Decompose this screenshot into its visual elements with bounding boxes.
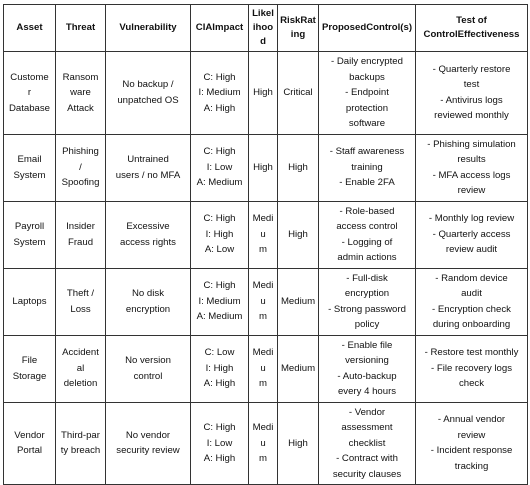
risk-assessment-table <box>3 4 528 485</box>
column-header-cia-impact <box>191 5 249 52</box>
asset-cell <box>4 402 56 485</box>
table-body <box>4 52 528 485</box>
cell-text-line: encryption <box>344 288 390 299</box>
cell-text-line: Fraud <box>67 236 94 248</box>
column-header-threat <box>56 5 106 52</box>
cell-text-line: - Contract with <box>336 453 398 464</box>
cell-text-line: Laptops <box>12 295 47 307</box>
cell-text-line: - Full-disk <box>346 272 388 284</box>
table-row <box>4 402 528 485</box>
vulnerability-cell <box>106 402 191 485</box>
risk-rating-cell <box>278 402 319 485</box>
cell-text-line: versioning <box>345 355 389 366</box>
controls-cell <box>319 52 416 135</box>
cell-text-line: users / no MFA <box>115 169 181 181</box>
cell-text-line: results <box>457 154 486 165</box>
column-header-likelihood <box>249 5 278 52</box>
column-header-line: Rating <box>290 15 316 40</box>
vulnerability-cell <box>106 201 191 268</box>
cell-text-line: Untrained <box>127 154 169 165</box>
cell-text-line: A: High <box>203 378 236 390</box>
asset-cell <box>4 134 56 201</box>
cell-text-line: Mediu <box>252 213 274 240</box>
column-header-line: Control(s) <box>366 22 413 33</box>
cell-text-line: every 4 hours <box>337 386 397 397</box>
cell-text-line: - MFA access logs <box>432 169 511 181</box>
cell-text-line: Database <box>8 102 51 114</box>
test-effectiveness-cell <box>416 268 528 335</box>
cell-text-line: Theft / <box>66 288 95 299</box>
cell-text-line: File <box>21 355 38 366</box>
cia-impact-cell <box>191 402 249 485</box>
likelihood-cell <box>249 402 278 485</box>
column-header-line: Vulnerability <box>119 22 177 33</box>
cell-text-line: High <box>253 87 273 98</box>
threat-cell <box>56 335 106 402</box>
cell-text-line: High <box>288 228 308 240</box>
header-row <box>4 5 528 52</box>
cell-text-line: admin actions <box>337 252 397 263</box>
cell-text-line: unpatched OS <box>117 94 179 106</box>
column-header-line: Threat <box>65 22 96 33</box>
risk-rating-cell <box>278 201 319 268</box>
cell-text-line: C: High <box>203 280 236 292</box>
cell-text-line: Mediu <box>252 280 274 307</box>
cell-text-line: Spoofing <box>61 177 100 189</box>
risk-rating-cell <box>278 52 319 135</box>
cell-text-line: C: High <box>203 422 236 433</box>
cell-text-line: No disk <box>132 288 164 299</box>
cell-text-line: - Quarterly access <box>432 228 511 240</box>
controls-cell <box>319 268 416 335</box>
risk-rating-cell <box>278 335 319 402</box>
cell-text-line: I: Medium <box>198 87 241 98</box>
controls-cell <box>319 335 416 402</box>
cell-text-line: / <box>79 161 82 173</box>
cell-text-line: - Vendor <box>348 406 386 418</box>
cia-impact-cell <box>191 52 249 135</box>
cell-text-line: m <box>259 244 267 256</box>
cell-text-line: Accident <box>62 347 99 359</box>
cell-text-line: review audit <box>445 244 498 256</box>
cell-text-line: access control <box>336 221 398 232</box>
cell-text-line: - Incident response <box>430 445 513 457</box>
cell-text-line: Loss <box>70 303 91 315</box>
cell-text-line: Phishing <box>62 146 99 158</box>
cell-text-line: - Daily encrypted <box>331 56 403 67</box>
cell-text-line: Medium <box>280 295 316 307</box>
column-header-line: Asset <box>16 22 43 33</box>
cell-text-line: - Encryption check <box>432 303 511 315</box>
cell-text-line: High <box>288 437 308 449</box>
cell-text-line: - Monthly log review <box>428 213 515 225</box>
cell-text-line: Payroll <box>14 221 45 232</box>
likelihood-cell <box>249 201 278 268</box>
test-effectiveness-cell <box>416 134 528 201</box>
column-header-risk-rating <box>278 5 319 52</box>
controls-cell <box>319 134 416 201</box>
cell-text-line: audit <box>461 288 482 299</box>
column-header-proposed-controls <box>319 5 416 52</box>
cell-text-line: C: High <box>203 71 236 83</box>
cell-text-line: test <box>463 79 480 91</box>
cell-text-line: - Random device <box>435 272 508 284</box>
threat-cell <box>56 201 106 268</box>
cell-text-line: Portal <box>16 445 43 457</box>
cell-text-line: security clauses <box>332 468 402 480</box>
cell-text-line: Critical <box>283 87 313 98</box>
cell-text-line: C: High <box>203 146 236 158</box>
cell-text-line: System <box>13 236 46 248</box>
cell-text-line: m <box>259 453 267 464</box>
cell-text-line: reviewed monthly <box>434 110 509 122</box>
cell-text-line: Mediu <box>252 422 274 449</box>
cell-text-line: High <box>288 161 308 173</box>
table-row <box>4 134 528 201</box>
column-header-line: CIA <box>195 22 213 33</box>
cell-text-line: tracking <box>454 460 489 472</box>
threat-cell <box>56 134 106 201</box>
cell-text-line: - File recovery logs <box>430 362 513 374</box>
likelihood-cell <box>249 335 278 402</box>
cell-text-line: assessment <box>341 422 393 433</box>
cell-text-line: Vendor <box>14 429 45 441</box>
cell-text-line: I: High <box>205 362 234 374</box>
cell-text-line: - Strong password <box>328 303 406 315</box>
cell-text-line: Third-par <box>61 429 100 441</box>
cell-text-line: I: Low <box>206 437 233 449</box>
cia-impact-cell <box>191 335 249 402</box>
cell-text-line: Ransom <box>62 71 99 83</box>
cell-text-line: System <box>13 169 46 181</box>
cell-text-line: - Role-based <box>339 205 395 217</box>
cia-impact-cell <box>191 268 249 335</box>
cell-text-line: check <box>458 378 485 390</box>
table-row <box>4 201 528 268</box>
cell-text-line: A: Medium <box>196 177 243 189</box>
cell-text-line: Email <box>17 154 42 165</box>
cell-text-line: during onboarding <box>432 319 511 330</box>
cell-text-line: review <box>457 185 486 196</box>
cell-text-line: A: High <box>203 453 236 464</box>
cell-text-line: - Staff awareness <box>329 146 405 158</box>
cell-text-line: checklist <box>348 437 386 449</box>
risk-rating-cell <box>278 134 319 201</box>
column-header-line: Impact <box>212 22 244 33</box>
column-header-asset <box>4 5 56 52</box>
cell-text-line: security review <box>116 445 180 457</box>
test-effectiveness-cell <box>416 402 528 485</box>
cell-text-line: - Auto-backup <box>337 370 397 382</box>
cell-text-line: - Restore test monthly <box>424 347 519 359</box>
threat-cell <box>56 52 106 135</box>
cell-text-line: software <box>348 118 386 129</box>
cell-text-line: Attack <box>67 102 94 114</box>
cell-text-line: - Antivirus logs <box>440 94 503 106</box>
cell-text-line: No vendor <box>125 429 171 441</box>
column-header-line: hood <box>255 22 274 47</box>
column-header-test-of-control-effectiveness <box>416 5 528 52</box>
cell-text-line: - Annual vendor <box>437 414 506 426</box>
cell-text-line: A: Low <box>204 244 235 256</box>
cia-impact-cell <box>191 201 249 268</box>
cell-text-line: al <box>76 362 85 374</box>
cell-text-line: - Quarterly restore <box>432 63 511 75</box>
risk-rating-cell <box>278 268 319 335</box>
cell-text-line: No version <box>125 355 171 366</box>
vulnerability-cell <box>106 52 191 135</box>
table-row <box>4 335 528 402</box>
cell-text-line: I: Medium <box>198 295 241 307</box>
test-effectiveness-cell <box>416 52 528 135</box>
cell-text-line: - Enable file <box>341 339 393 351</box>
cell-text-line: control <box>133 370 163 382</box>
likelihood-cell <box>249 52 278 135</box>
asset-cell <box>4 52 56 135</box>
asset-cell <box>4 201 56 268</box>
cell-text-line: access rights <box>120 236 176 248</box>
cell-text-line: Custome <box>10 71 49 83</box>
vulnerability-cell <box>106 134 191 201</box>
cia-impact-cell <box>191 134 249 201</box>
vulnerability-cell <box>106 335 191 402</box>
likelihood-cell <box>249 268 278 335</box>
cell-text-line: training <box>351 161 383 173</box>
cell-text-line: A: Medium <box>196 311 243 323</box>
cell-text-line: Excessive <box>126 221 170 232</box>
cell-text-line: Storage <box>12 370 47 382</box>
cell-text-line: C: High <box>203 213 236 225</box>
cell-text-line: review <box>457 429 486 441</box>
cell-text-line: m <box>259 311 267 323</box>
cell-text-line: ware <box>70 87 91 98</box>
asset-cell <box>4 335 56 402</box>
column-header-line: Risk <box>280 15 301 26</box>
cell-text-line: Mediu <box>252 347 274 374</box>
table-row <box>4 52 528 135</box>
cell-text-line: I: High <box>205 228 234 240</box>
test-effectiveness-cell <box>416 201 528 268</box>
risk-assessment-table-container <box>3 4 528 485</box>
cell-text-line: protection <box>345 102 389 114</box>
cell-text-line: High <box>253 161 273 173</box>
asset-cell <box>4 268 56 335</box>
cell-text-line: m <box>259 378 267 390</box>
cell-text-line: - Phishing simulation <box>427 138 516 150</box>
cell-text-line: r <box>27 87 32 98</box>
cell-text-line: Insider <box>66 221 95 232</box>
cell-text-line: C: Low <box>204 347 235 359</box>
cell-text-line: backups <box>349 71 385 83</box>
threat-cell <box>56 402 106 485</box>
cell-text-line: policy <box>354 319 380 330</box>
column-header-vulnerability <box>106 5 191 52</box>
controls-cell <box>319 201 416 268</box>
test-effectiveness-cell <box>416 335 528 402</box>
column-header-line: Effectiveness <box>457 29 520 40</box>
column-header-line: Likeli <box>252 8 274 33</box>
column-header-line: Proposed <box>321 22 367 33</box>
controls-cell <box>319 402 416 485</box>
cell-text-line: Medium <box>280 362 316 374</box>
cell-text-line: ty breach <box>60 445 101 457</box>
cell-text-line: A: High <box>203 102 236 114</box>
cell-text-line: - Enable 2FA <box>339 177 395 189</box>
vulnerability-cell <box>106 268 191 335</box>
likelihood-cell <box>249 134 278 201</box>
table-row <box>4 268 528 335</box>
threat-cell <box>56 268 106 335</box>
cell-text-line: No backup / <box>122 79 174 91</box>
column-header-line: Test of Control <box>423 15 487 40</box>
cell-text-line: deletion <box>63 378 98 390</box>
cell-text-line: - Endpoint <box>345 87 389 98</box>
cell-text-line: encryption <box>125 303 171 315</box>
cell-text-line: I: Low <box>206 161 233 173</box>
cell-text-line: - Logging of <box>341 236 393 248</box>
